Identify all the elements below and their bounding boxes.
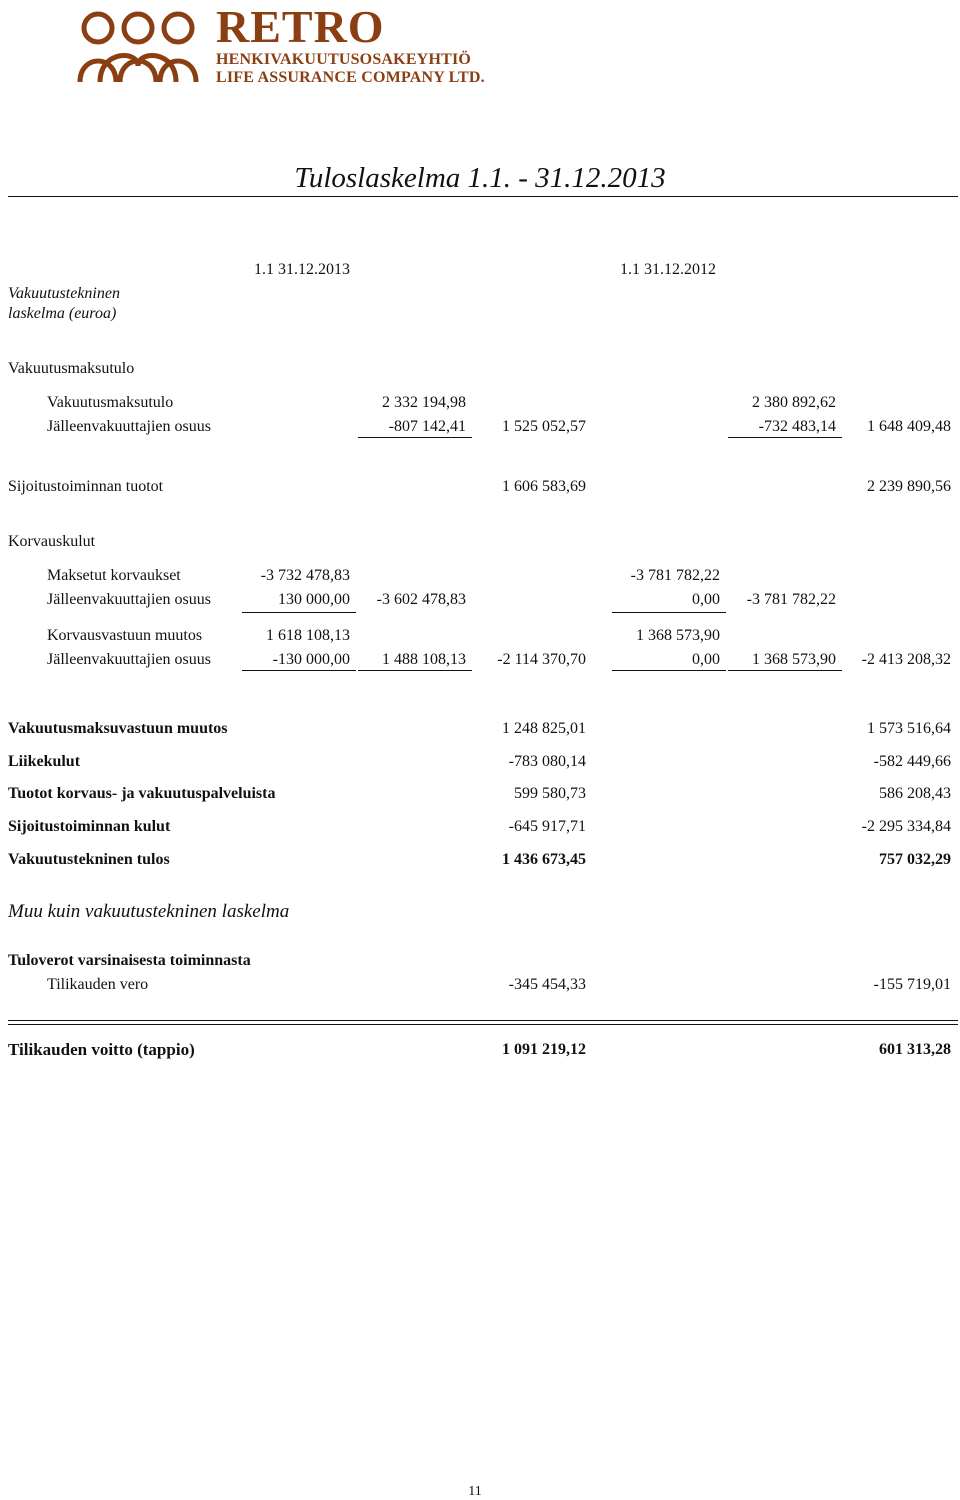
title-rule [8,196,958,197]
result-label: Tilikauden voitto (tappio) [8,1040,195,1059]
value-st-2013: 1 606 583,69 [502,478,586,495]
summary-label-2: Tuotot korvaus- ja vakuutuspalveluista [8,785,276,802]
value-jo1-2012 [728,417,842,438]
rule-jo3-2012 [612,670,726,671]
summary-label-0: Vakuutusmaksuvastuun muutos [8,720,228,737]
value-jo3-net-2013: 1 488 108,13 [382,651,466,668]
brand-name: RETRO [216,1,385,52]
double-rule-bottom [8,1024,958,1025]
value-jo2-net-2013: -3 602 478,83 [376,591,466,608]
value-vm-2013: 2 332 194,98 [382,394,466,411]
row-label-vakuutusmaksutulo: Vakuutusmaksutulo [47,394,174,411]
value-st-2012: 2 239 890,56 [867,478,951,495]
value-vm-2012: 2 380 892,62 [752,394,836,411]
brand-subtitle-en: LIFE ASSURANCE COMPANY LTD. [216,69,485,86]
summary-2012-0: 1 573 516,64 [867,720,951,737]
summary-2013-2: 599 580,73 [514,785,586,802]
brand-subtitle-fi: HENKIVAKUUTUSOSAKEYHTIÖ [216,51,472,68]
summary-label-3: Sijoitustoiminnan kulut [8,818,171,835]
value-jo1-net-2013: 1 525 052,57 [502,418,586,435]
rule-jo3-net-2012 [728,670,842,671]
row-label-maksetut: Maksetut korvaukset [47,567,181,584]
value-jo1-2013-text: -807 142,41 [388,418,466,435]
value-jo2-2013: 130 000,00 [278,591,350,608]
value-mk-2012: -3 781 782,22 [630,567,720,584]
summary-2012-4: 757 032,29 [879,851,951,868]
summary-label-1: Liikekulut [8,753,81,770]
result-2012: 601 313,28 [879,1041,951,1058]
value-jo2-net-2012: -3 781 782,22 [746,591,836,608]
tax-2013: -345 454,33 [508,976,586,993]
rule-jo2-2013 [242,612,356,613]
company-logo [76,1,516,88]
section-korvauskulut: Korvauskulut [8,533,96,550]
row-label-korvausvastuun: Korvausvastuun muutos [47,627,203,644]
value-km-2012: 1 368 573,90 [636,627,720,644]
value-jo3-total-2013: -2 114 370,70 [497,651,586,668]
period-2013: 1.1 31.12.2013 [254,261,350,278]
page-title: Tuloslaskelma 1.1. - 31.12.2013 [294,162,666,194]
result-2013: 1 091 219,12 [502,1041,586,1058]
tax-heading: Tuloverot varsinaisesta toiminnasta [8,952,251,969]
summary-label-4: Vakuutustekninen tulos [8,851,170,868]
summary-2012-2: 586 208,43 [879,785,951,802]
value-mk-2013: -3 732 478,83 [260,567,350,584]
summary-2013-4: 1 436 673,45 [502,851,586,868]
row-label-jalleen-2: Jälleenvakuuttajien osuus [47,591,211,608]
section-sijoitustoiminnan-tuotot: Sijoitustoiminnan tuotot [8,478,164,495]
rings-logo-icon [76,6,200,86]
value-jo3-2013: -130 000,00 [272,651,350,668]
summary-2013-0: 1 248 825,01 [502,720,586,737]
value-jo3-2012: 0,00 [692,651,720,668]
rule-jo2-2012 [612,612,726,613]
summary-2012-3: -2 295 334,84 [861,818,951,835]
value-jo3-total-2012: -2 413 208,32 [861,651,951,668]
statement-label: Vakuutustekninen laskelma (euroa) [8,285,120,322]
summary-2012-1: -582 449,66 [873,753,951,770]
section-vakuutusmaksutulo: Vakuutusmaksutulo [8,360,135,377]
rule-jo3-net-2013 [358,670,472,671]
row-label-jalleen-3: Jälleenvakuuttajien osuus [47,651,211,668]
value-jo3-net-2012: 1 368 573,90 [752,651,836,668]
double-rule-top [8,1020,958,1021]
period-2012: 1.1 31.12.2012 [620,261,716,278]
value-jo1-2013 [358,417,472,438]
summary-2013-3: -645 917,71 [508,818,586,835]
value-jo1-2012-text: -732 483,14 [758,418,836,435]
section-muu-heading: Muu kuin vakuutustekninen laskelma [8,901,290,922]
value-jo1-net-2012: 1 648 409,48 [867,418,951,435]
value-km-2013: 1 618 108,13 [266,627,350,644]
rule-jo3-2013 [242,670,356,671]
value-jo2-2012: 0,00 [692,591,720,608]
row-label-jalleen-1: Jälleenvakuuttajien osuus [47,418,211,435]
tax-label: Tilikauden vero [47,976,149,993]
summary-2013-1: -783 080,14 [508,753,586,770]
tax-2012: -155 719,01 [873,976,951,993]
page-number: 11 [468,1484,482,1499]
